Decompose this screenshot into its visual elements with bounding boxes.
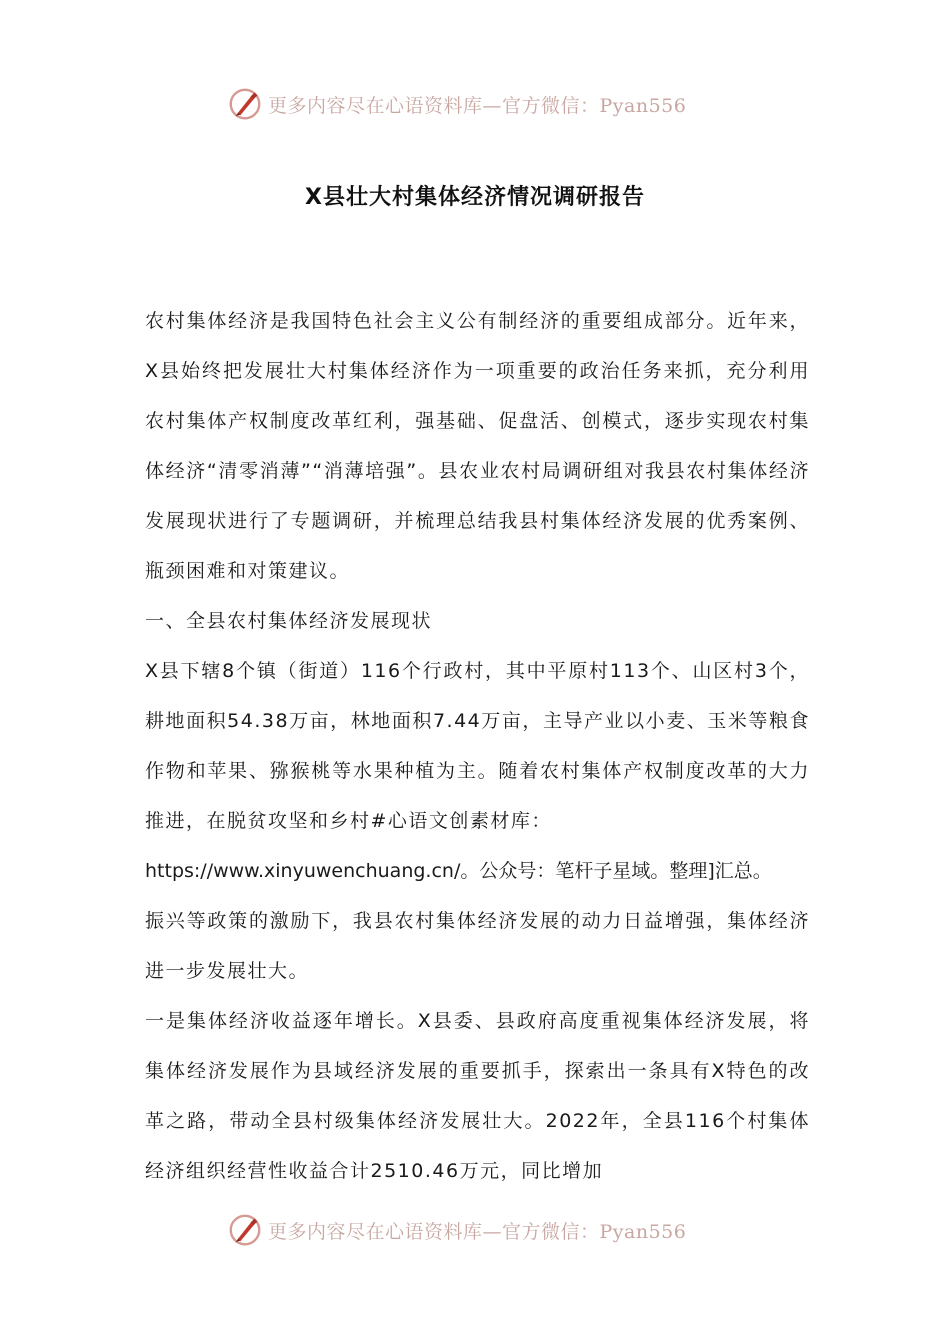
header-watermark-banner: [226, 84, 746, 124]
watermark-text: 更多内容尽在心语资料库—官方微信：Pyan556: [268, 94, 687, 117]
document-title: X县壮大村集体经济情况调研报告: [305, 185, 645, 210]
paragraph-intro: 农村集体经济是我国特色社会主义公有制经济的重要组成部分。近年来，X县始终把发展壮大村集体经济作为一项重要的政治任务来抓，充分利用农村集体产权制度改革红利，强基础、促盘活、创模式，逐步实现农村集体经济“清零消薄”“消薄培强”。县农业农村局调研组对我县农村集体经济发展现状进行了专题调研，并梳理总结我县村集体经济发展的优秀案例、瓶颈困难和对策建议。: [145, 310, 810, 582]
pen-logo-icon: [226, 1211, 264, 1249]
watermark-text: 更多内容尽在心语资料库—官方微信：Pyan556: [268, 1220, 687, 1243]
paragraph-income-growth: 一是集体经济收益逐年增长。X县委、县政府高度重视集体经济发展，将集体经济发展作为县域经济发展的重要抓手，探索出一条具有X特色的改革之路，带动全县村级集体经济发展壮大。2022年，全县116个村集体经济组织经营性收益合计2510.46万元，同比增加: [145, 1010, 810, 1182]
paragraph-source-link: https://www.xinyuwenchuang.cn/。公众号：笔杆子星域。整理]汇总。: [145, 860, 772, 882]
section-heading-1: 一、全县农村集体经济发展现状: [145, 610, 433, 632]
pen-logo-icon: [226, 85, 264, 123]
footer-watermark-banner: [226, 1210, 746, 1250]
paragraph-policy: 振兴等政策的激励下，我县农村集体经济发展的动力日益增强，集体经济进一步发展壮大。: [145, 910, 810, 982]
paragraph-overview: X县下辖8个镇（街道）116个行政村，其中平原村113个、山区村3个，耕地面积54.38万亩，林地面积7.44万亩，主导产业以小麦、玉米等粮食作物和苹果、猕猴桃等水果种植为主。随着农村集体产权制度改革的大力推进，在脱贫攻坚和乡村#心语文创素材库：: [145, 660, 810, 832]
document-body: [145, 296, 810, 1196]
